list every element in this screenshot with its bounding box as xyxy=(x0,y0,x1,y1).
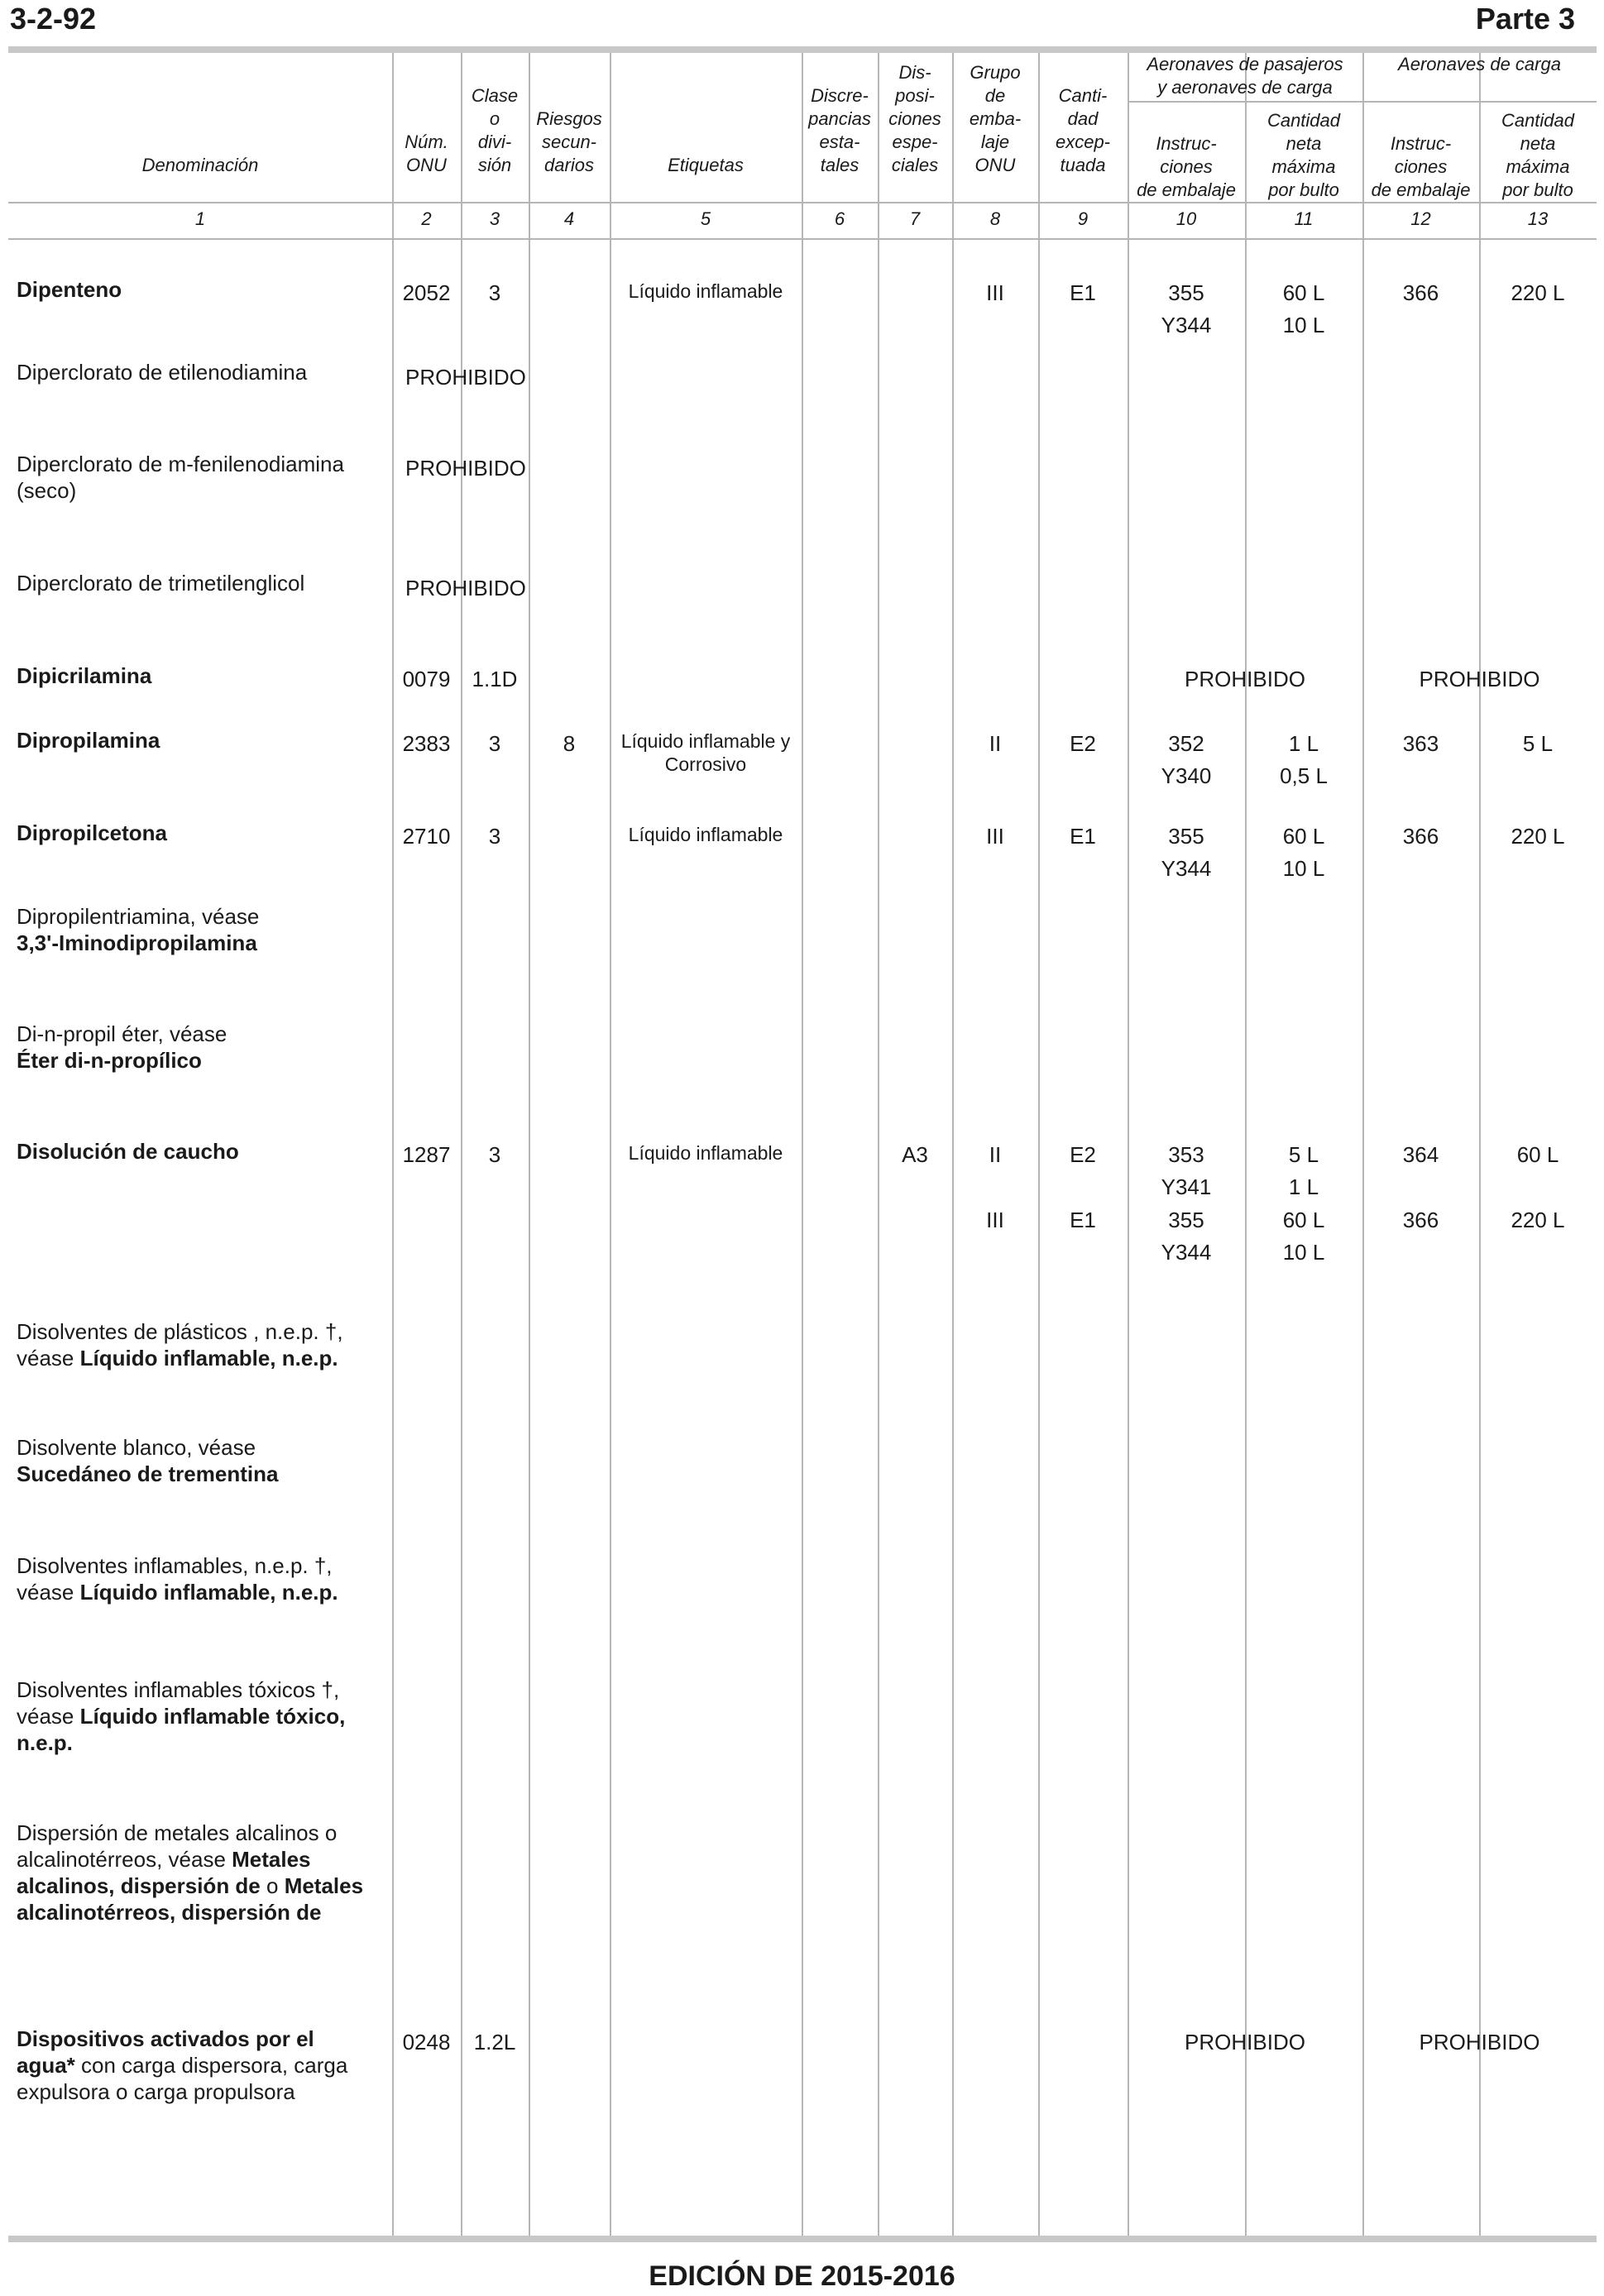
excepted-quantity: E1 xyxy=(1070,824,1096,849)
col-disposiciones: Dis- posi- ciones espe- ciales xyxy=(888,62,941,175)
col-number: 1 xyxy=(194,208,206,229)
packing-instruction: 355 xyxy=(1168,280,1204,305)
col-number: 11 xyxy=(1294,208,1314,229)
col-number: 6 xyxy=(834,208,845,229)
packing-instruction: 353 xyxy=(1168,1142,1204,1167)
class-division: 3 xyxy=(488,731,501,756)
cargo-net-quantity: 220 L xyxy=(1511,1208,1565,1232)
col-number: 8 xyxy=(989,208,1001,229)
packing-instruction: Y340 xyxy=(1161,763,1212,788)
col-number: 12 xyxy=(1410,208,1431,229)
bottom-rule xyxy=(8,2236,1597,2242)
cross-reference-target[interactable]: Sucedáneo de trementina xyxy=(17,1461,279,1486)
cross-reference: Disolventes inflamables, n.e.p. †, véase Líquido inflamable, n.e.p. xyxy=(17,1553,338,1605)
net-quantity: 1 L xyxy=(1288,731,1319,756)
entry-name: Disolución de caucho xyxy=(17,1139,239,1164)
cross-reference-target[interactable]: 3,3'-Iminodipropilamina xyxy=(17,930,257,955)
col-number: 4 xyxy=(563,208,575,229)
packing-group: III xyxy=(986,1208,1004,1232)
cross-reference: Dipropilentriamina, véase 3,3'-Iminodipropilamina xyxy=(17,904,260,955)
packing-instruction: Y344 xyxy=(1161,856,1212,881)
passenger-prohibited: PROHIBIDO xyxy=(1185,2030,1305,2054)
col-discrepancias: Discre- pancias esta- tales xyxy=(808,85,871,175)
entry-name: Dispositivos activados por el agua* con carga dispersora, carga expulsora o carga propulsora xyxy=(17,2026,348,2104)
col-denominacion: Denominación xyxy=(141,155,259,175)
packing-group: II xyxy=(989,731,1002,756)
entry-name: Diperclorato de m-fenilenodiamina (seco) xyxy=(17,452,344,503)
excepted-quantity: E2 xyxy=(1070,731,1096,756)
net-quantity: 60 L xyxy=(1282,1208,1325,1232)
col-number: 3 xyxy=(489,208,500,229)
col-cantidad-pasajeros: Cantidad neta máxima por bulto xyxy=(1266,110,1341,200)
prohibited-text: PROHIBIDO xyxy=(405,456,526,481)
col-number: 13 xyxy=(1527,208,1549,229)
un-number: 0248 xyxy=(402,2030,451,2054)
cargo-packing-instruction: 364 xyxy=(1402,1142,1439,1167)
passenger-prohibited: PROHIBIDO xyxy=(1185,667,1305,691)
un-number: 2052 xyxy=(402,280,451,305)
col-number: 7 xyxy=(909,208,921,229)
prohibited-text: PROHIBIDO xyxy=(405,576,526,600)
col-number: 10 xyxy=(1175,208,1197,229)
col-number: 5 xyxy=(700,208,711,229)
entry-name: Dipropilamina xyxy=(17,728,160,753)
entry-name: Dipicrilamina xyxy=(17,663,152,688)
net-quantity: 0,5 L xyxy=(1280,763,1328,788)
packing-instruction: Y341 xyxy=(1161,1174,1212,1199)
hazard-label: Líquido inflamable xyxy=(628,824,783,845)
entry-name: Dipenteno xyxy=(17,277,122,302)
cross-reference: Disolventes de plásticos , n.e.p. †, véase Líquido inflamable, n.e.p. xyxy=(17,1319,343,1370)
prohibited-text: PROHIBIDO xyxy=(405,365,526,390)
col-number: 2 xyxy=(421,208,432,229)
col-group-carga: Aeronaves de carga xyxy=(1398,54,1561,74)
cross-reference: Di-n-propil éter, véase Éter di-n-propílico xyxy=(17,1021,227,1073)
col-instrucciones-carga: Instruc- ciones de embalaje xyxy=(1371,133,1471,200)
packing-group: III xyxy=(986,280,1004,305)
class-division: 3 xyxy=(488,280,501,305)
cargo-prohibited: PROHIBIDO xyxy=(1419,2030,1540,2054)
packing-instruction: 355 xyxy=(1168,824,1204,849)
entry-name: Dipropilcetona xyxy=(17,820,168,845)
entry-name: Diperclorato de trimetilenglicol xyxy=(17,571,305,596)
col-num-onu: Núm. ONU xyxy=(405,132,448,175)
packing-group: II xyxy=(989,1142,1002,1167)
cross-reference-target[interactable]: Líquido inflamable, n.e.p. xyxy=(79,1346,338,1370)
cross-reference-target[interactable]: Metales xyxy=(284,1873,364,1898)
net-quantity: 10 L xyxy=(1282,1240,1325,1265)
cargo-net-quantity: 220 L xyxy=(1511,280,1565,305)
col-cantidad-carga: Cantidad neta máxima por bulto xyxy=(1501,110,1575,200)
page-reference: 3-2-92 xyxy=(10,2,97,36)
top-rule xyxy=(8,46,1597,53)
excepted-quantity: E1 xyxy=(1070,280,1096,305)
cross-reference-target[interactable]: Metales xyxy=(232,1847,311,1872)
cargo-net-quantity: 60 L xyxy=(1516,1142,1559,1167)
cross-reference: Disolvente blanco, véase Sucedáneo de trementina xyxy=(17,1435,279,1486)
packing-group: III xyxy=(986,824,1004,849)
col-clase: Clase o divi- sión xyxy=(471,85,519,175)
net-quantity: 10 L xyxy=(1282,313,1325,337)
cargo-packing-instruction: 366 xyxy=(1402,1208,1439,1232)
special-provision: A3 xyxy=(902,1142,928,1167)
cargo-packing-instruction: 366 xyxy=(1402,280,1439,305)
hazard-label: Líquido inflamable xyxy=(628,280,783,302)
cargo-packing-instruction: 363 xyxy=(1402,731,1439,756)
edition-footer: EDICIÓN DE 2015-2016 xyxy=(649,2260,955,2292)
part-label: Parte 3 xyxy=(1475,2,1575,36)
class-division: 1.2L xyxy=(473,2030,516,2054)
net-quantity: 60 L xyxy=(1282,824,1325,849)
un-number: 2710 xyxy=(402,824,451,849)
hazard-label: Líquido inflamable y Corrosivo xyxy=(620,730,791,775)
net-quantity: 1 L xyxy=(1288,1174,1319,1199)
un-number: 2383 xyxy=(402,731,451,756)
hazard-label: Líquido inflamable xyxy=(628,1142,783,1164)
class-division: 1.1D xyxy=(472,667,518,691)
cross-reference-target[interactable]: Líquido inflamable, n.e.p. xyxy=(79,1580,338,1605)
cross-reference-target[interactable]: Éter di-n-propílico xyxy=(17,1048,202,1073)
col-instrucciones-pasajeros: Instruc- ciones de embalaje xyxy=(1137,133,1236,200)
cross-reference: Dispersión de metales alcalinos o alcalinotérreos, véase Metales alcalinos, dispersión de o Metales alcalinotérreos, dispersión de xyxy=(17,1820,364,1925)
col-etiquetas: Etiquetas xyxy=(668,155,744,175)
col-number: 9 xyxy=(1077,208,1089,229)
class-division: 3 xyxy=(488,1142,501,1167)
col-riesgos: Riesgos secun- darios xyxy=(536,108,602,175)
cargo-net-quantity: 5 L xyxy=(1522,731,1554,756)
net-quantity: 60 L xyxy=(1282,280,1325,305)
packing-instruction: 355 xyxy=(1168,1208,1204,1232)
net-quantity: 10 L xyxy=(1282,856,1325,881)
cross-reference-target[interactable]: Líquido inflamable tóxico, xyxy=(79,1704,346,1729)
net-quantity: 5 L xyxy=(1288,1142,1319,1167)
cargo-net-quantity: 220 L xyxy=(1511,824,1565,849)
un-number: 1287 xyxy=(402,1142,451,1167)
packing-instruction: 352 xyxy=(1168,731,1204,756)
cargo-prohibited: PROHIBIDO xyxy=(1419,667,1540,691)
excepted-quantity: E1 xyxy=(1070,1208,1096,1232)
excepted-quantity: E2 xyxy=(1070,1142,1096,1167)
cargo-packing-instruction: 366 xyxy=(1402,824,1439,849)
col-grupo: Grupo de emba- laje ONU xyxy=(969,62,1022,175)
cross-reference: Disolventes inflamables tóxicos †, véase Líquido inflamable tóxico, n.e.p. xyxy=(17,1677,346,1755)
class-division: 3 xyxy=(488,824,501,849)
packing-instruction: Y344 xyxy=(1161,1240,1212,1265)
un-number: 0079 xyxy=(402,667,451,691)
packing-instruction: Y344 xyxy=(1161,313,1212,337)
subsidiary-risk: 8 xyxy=(563,731,576,756)
entry-name: Diperclorato de etilenodiamina xyxy=(17,360,308,385)
col-cantidad-exceptuada: Canti- dad excep- tuada xyxy=(1055,85,1111,175)
col-group-pasajeros: Aeronaves de pasajeros y aeronaves de carga xyxy=(1147,54,1343,98)
